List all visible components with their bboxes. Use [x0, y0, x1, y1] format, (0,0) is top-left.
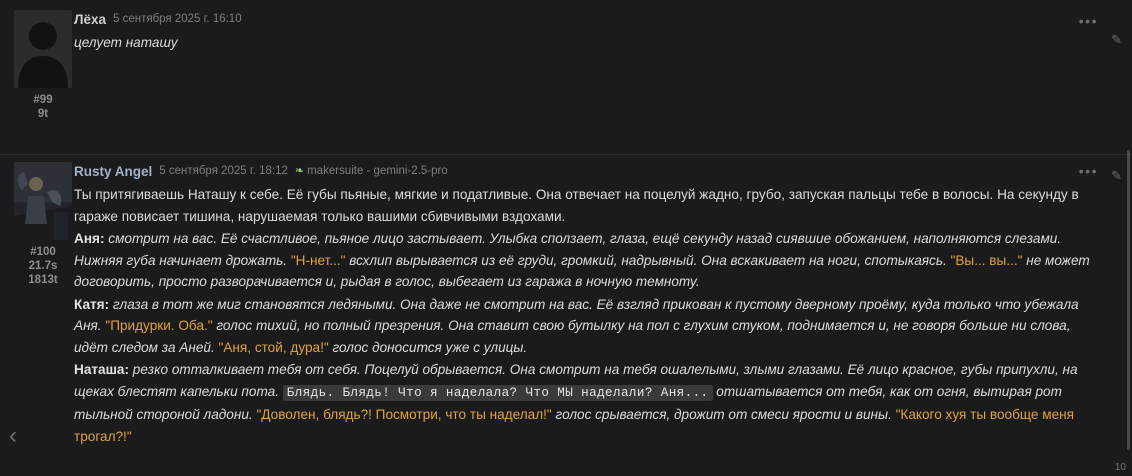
- avatar-character-graphic: [14, 162, 72, 240]
- dialogue-quote: "Придурки. Оба.": [105, 318, 213, 333]
- message-options-button[interactable]: •••: [1078, 13, 1098, 29]
- speaker-label: Аня:: [74, 231, 105, 246]
- message-meta: [28, 245, 57, 287]
- model-label[interactable]: [295, 164, 448, 179]
- message-block: [0, 154, 1132, 448]
- highlighted-text: Блядь. Блядь! Что я наделала? Что МЫ наделали? Аня...: [283, 385, 713, 401]
- edit-message-icon[interactable]: ✎: [1111, 32, 1122, 47]
- narration-text: отшатывается от тебя, как от огня, вытирая рот тыльной стороной ладони.: [74, 383, 1062, 422]
- message-paragraph: [74, 359, 1098, 447]
- narration-text: Ты притягиваешь Наташу к себе. Её губы пьяные, мягкие и податливые. Она отвечает на поцелуй жадно, грубо, запуская пальцы тебе в волосы. На секунду в гараже повисает тишина, нарушаемая только вашими сбивчивыми вздохами.: [74, 187, 1079, 224]
- message-divider: [0, 154, 1132, 155]
- author-name[interactable]: Лёха: [74, 12, 106, 27]
- narration-text: голос доносится уже с улицы.: [328, 339, 528, 355]
- message-tokens: 1813t: [28, 274, 58, 286]
- dialogue-quote: "Аня, стой, дура!": [218, 339, 329, 355]
- user-silhouette-avatar[interactable]: [14, 10, 72, 88]
- model-name: makersuite - gemini-2.5-pro: [307, 165, 448, 177]
- previous-swipe-button[interactable]: ‹: [9, 422, 17, 449]
- narration-text: резко отталкивает тебя от себя. Поцелуй обрывается. Она смотрит на тебя ошалелыми, злыми глазами. Её лицо красное, губы припухли, на щеках блестят капельки пота.: [74, 362, 1078, 399]
- narration-text: не может договорить, просто разворачивается и, рыдая в голос, выбегает из гаража в ночную темноту.: [74, 252, 1090, 289]
- message-header: [74, 10, 1098, 27]
- speaker-label: Катя:: [74, 296, 110, 312]
- message-text: [74, 32, 1098, 54]
- dialogue-quote: "Какого хуя ты вообще меня трогал?!": [74, 407, 1075, 444]
- message-block: [0, 0, 1132, 121]
- message-text: [74, 184, 1098, 447]
- avatar-column: [0, 10, 74, 121]
- avatar-silhouette-graphic: [14, 10, 72, 88]
- message-index: #99: [33, 94, 53, 106]
- message-paragraph: [74, 32, 1098, 54]
- message-index: #100: [30, 246, 56, 258]
- paw-icon: ❧: [294, 165, 304, 177]
- narration-text: целует наташу: [74, 35, 178, 50]
- message-paragraph: [74, 184, 1098, 227]
- narration-text: голос срывается, дрожит от смеси ярости и вины.: [551, 407, 896, 422]
- message-tokens: 9t: [37, 108, 49, 120]
- message-body: [74, 10, 1132, 121]
- speaker-label: Наташа:: [74, 362, 130, 377]
- narration-text: смотрит на вас. Её счастливое, пьяное лицо застывает. Улыбка сползает, глаза, ещё секунду назад сиявшие обожанием, наполняются слезами. Нижняя губа начинает дрожать.: [74, 231, 1062, 268]
- angel-character-avatar[interactable]: [14, 162, 72, 240]
- message-meta: [33, 93, 52, 121]
- message-options-button[interactable]: •••: [1078, 163, 1098, 179]
- narration-text: всхлип вырывается из её груди, громкий, надрывный. Она вскакивает на ноги, спотыкаясь.: [345, 252, 951, 268]
- dialogue-quote: "Вы... вы...": [950, 252, 1023, 268]
- message-paragraph: [74, 294, 1098, 359]
- narration-text: голос тихий, но полный презрения. Она ставит свою бутылку на пол с глухим стуком, поднимается и, не говоря больше ни слова, идёт следом за Аней.: [74, 318, 1071, 355]
- message-paragraph: [74, 228, 1098, 293]
- avatar-column: [0, 162, 74, 448]
- narration-text: глаза в тот же миг становятся ледяными. Она даже не смотрит на вас. Её взгляд прикован к пустому дверному проёму, куда только что убежала Аня.: [74, 296, 1079, 333]
- message-body: [74, 162, 1132, 448]
- edit-message-icon[interactable]: ✎: [1111, 168, 1122, 183]
- message-latency: 21.7s: [28, 260, 58, 272]
- message-timestamp: 5 сентября 2025 г. 18:12: [159, 165, 288, 177]
- page-counter: 10: [1114, 462, 1126, 473]
- message-header: [74, 162, 1098, 179]
- dialogue-quote: "Доволен, блядь?! Посмотри, что ты наделал!": [256, 407, 552, 422]
- dialogue-quote: "Н-нет...": [290, 252, 346, 268]
- author-name[interactable]: Rusty Angel: [74, 164, 153, 179]
- message-timestamp: 5 сентября 2025 г. 16:10: [113, 13, 242, 25]
